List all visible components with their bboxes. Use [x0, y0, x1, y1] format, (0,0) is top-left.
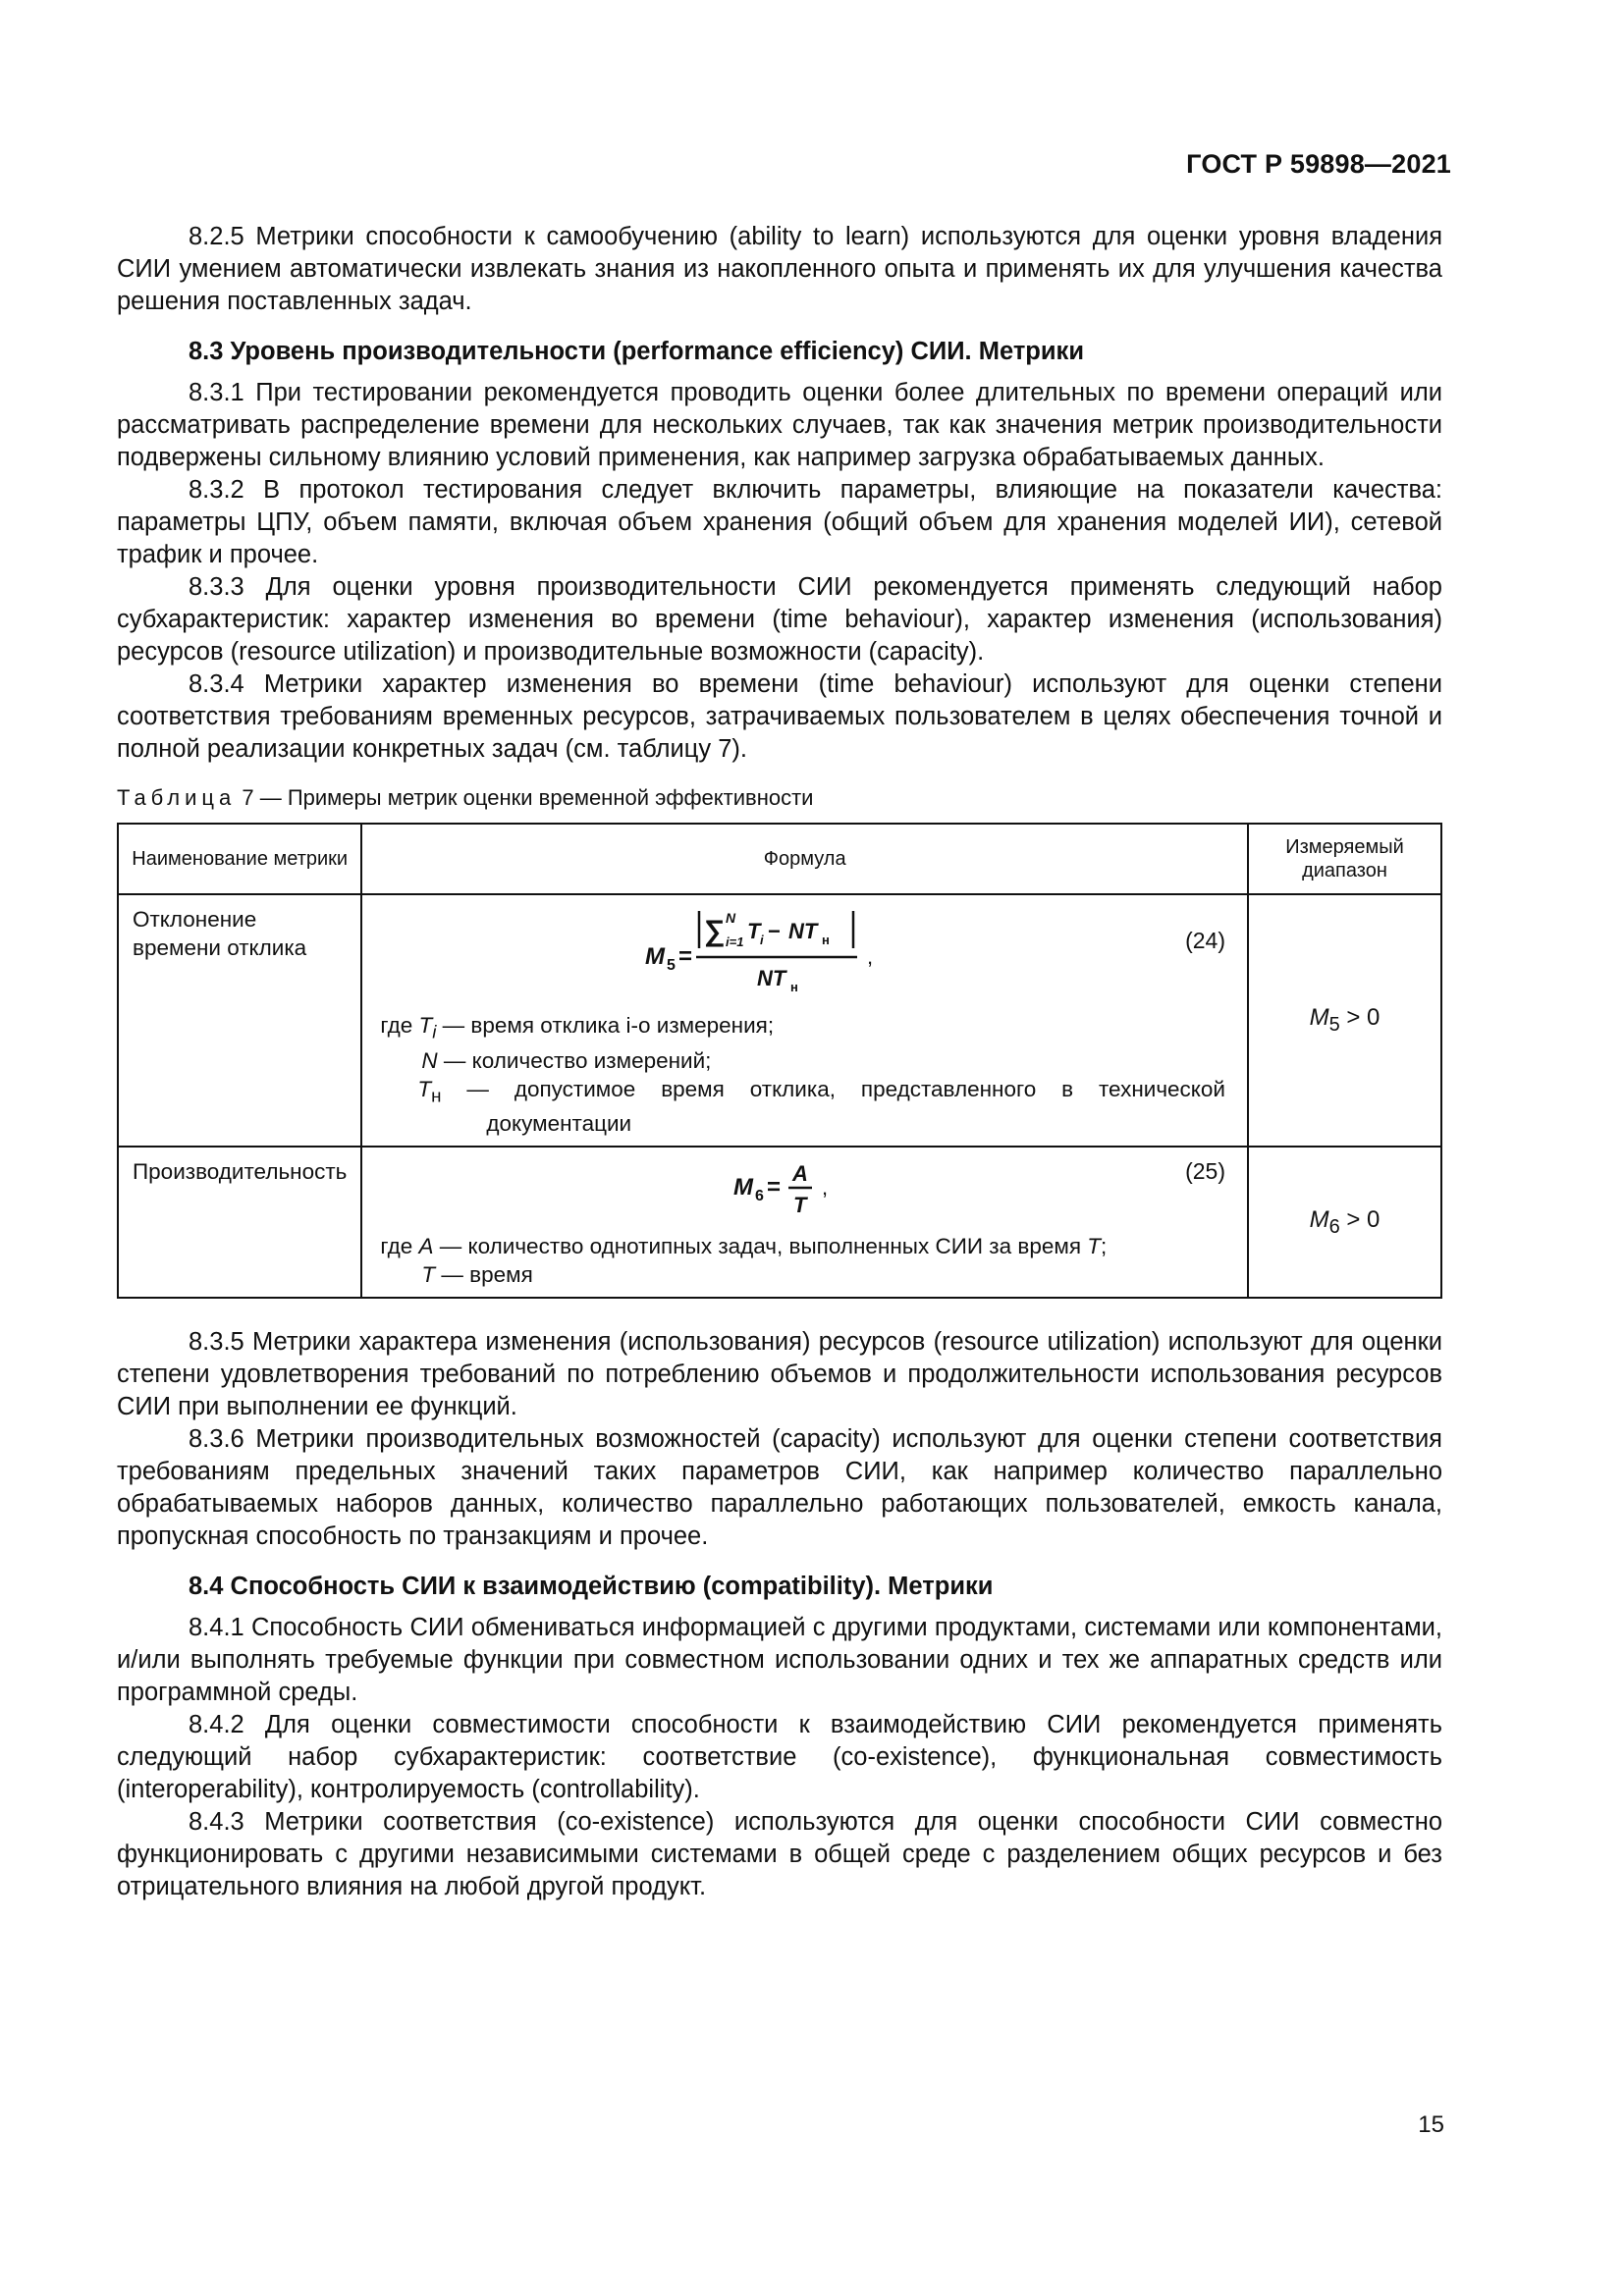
formula-legend [380, 1232, 1225, 1289]
legend-line-n: N — количество измерений; [421, 1047, 712, 1073]
page-number: 15 [1418, 2111, 1444, 2138]
header-range: Измеряемый диапазон [1248, 824, 1441, 894]
legend-n-text: — количество измерений; [443, 1047, 712, 1073]
range-value-m6: $M_6 > 0$ [1309, 1205, 1380, 1238]
paragraph-8-3-6: 8.3.6 Метрики производительных возможностей (capacity) используют для оценки степени соответствия требованиям предельных значений таких параметров СИИ, как например количество параллельно обрабатываемых наборов данных, количество параллельно работающих пользователей, емкость канала, пропускная способность по транзакциям и прочее. [117, 1425, 1442, 1550]
formula-25 [380, 1157, 1225, 1222]
svg-text:M: M [645, 943, 666, 970]
formula-cell [361, 1147, 1248, 1298]
svg-text:NT: NT [757, 966, 786, 990]
svg-text:T: T [793, 1193, 807, 1217]
paragraph-8-4-3: 8.4.3 Метрики соответствия (co-existence) используются для оценки способности СИИ совместно функционировать с другими независимыми системами в общей среде с разделением общих ресурсов и без отрицательного влияния на любой другой продукт. [117, 1808, 1442, 1900]
svg-text:,: , [867, 944, 874, 969]
table-caption [117, 783, 1442, 813]
svg-text:5: 5 [667, 957, 677, 974]
table-row [118, 1147, 1441, 1298]
table-header-row [118, 824, 1441, 894]
legend-lead: где [380, 1234, 419, 1258]
svg-text:,: , [822, 1175, 829, 1200]
table-caption-text: 7 — Примеры метрик оценки временной эффективности [236, 785, 814, 810]
legend-a-text: — количество однотипных задач, выполненных СИИ за время [439, 1234, 1082, 1258]
formula-cell [361, 894, 1248, 1147]
paragraph-8-3-1: 8.3.1 При тестировании рекомендуется проводить оценки более длительных по времени операций или рассматривать распределение времени для нескольких случаев, так как значения метрик производительности подвержены сильному влиянию условий применения, как например загрузка обрабатываемых данных. [117, 379, 1442, 471]
paragraph-8-3-5: 8.3.5 Метрики характера изменения (использования) ресурсов (resource utilization) используют для оценки степени удовлетворения требований по потреблению объемов и продолжительности использования ресурсов СИИ при выполнении ее функций. [117, 1328, 1442, 1420]
svg-text:−: − [768, 919, 782, 943]
legend-line-ti: где $T_i$ — время отклика i-о измерения; [380, 1013, 775, 1042]
formula-legend [380, 1011, 1225, 1138]
formula-m5-image [645, 905, 920, 1003]
svg-text:N: N [726, 910, 736, 926]
legend-lead: где [380, 1013, 419, 1038]
table-row [118, 894, 1441, 1147]
range-cell [1248, 1147, 1441, 1298]
range-value-m5: $M_5 > 0$ [1309, 1004, 1380, 1036]
page-content [117, 221, 1442, 1903]
svg-text:A: A [792, 1161, 809, 1186]
range-cell [1248, 894, 1441, 1147]
legend-line-t: T — время [421, 1262, 533, 1287]
section-heading-8-4: 8.4 Способность СИИ к взаимодействию (compatibility). Метрики [189, 1573, 994, 1600]
svg-text:н: н [790, 980, 799, 994]
svg-text:i: i [760, 933, 765, 947]
table-caption-word: Таблица [117, 785, 237, 810]
svg-text:T: T [747, 919, 761, 943]
metric-name: Отклонение времени отклика [118, 894, 361, 1147]
svg-text:i=1: i=1 [726, 934, 744, 949]
paragraph-8-2-5: 8.2.5 Метрики способности к самообучению (ability to learn) используются для оценки уровня владения СИИ умением автоматически извлекать знания из накопленного опыта и применять их для улучшения качества решения поставленных задач. [117, 223, 1442, 315]
svg-text:=: = [678, 943, 693, 970]
svg-text:∑: ∑ [704, 915, 726, 947]
section-heading-8-3: 8.3 Уровень производительности (performance efficiency) СИИ. Метрики [189, 338, 1084, 365]
legend-line-tn: $T_н$ — допустимое время отклика, представленного в технической документации [417, 1076, 1225, 1136]
legend-t-text: — время [441, 1262, 533, 1287]
header-metric-name: Наименование метрики [118, 824, 361, 894]
formula-m6-image [733, 1157, 851, 1222]
document-id-header: ГОСТ Р 59898—2021 [1186, 149, 1451, 179]
metric-name: Производительность [118, 1147, 361, 1298]
equation-number-25: (25) [1185, 1158, 1225, 1184]
paragraph-8-4-1: 8.4.1 Способность СИИ обмениваться информацией с другими продуктами, системами или компонентами, и/или выполнять требуемые функции при совместном использовании одних и тех же аппаратных средств или программной среды. [117, 1614, 1442, 1706]
paragraph-8-4-2: 8.4.2 Для оценки совместимости способности к взаимодействию СИИ рекомендуется применять следующий набор субхарактеристик: соответствие (co-existence), функциональная совместимость (interoperability), контролируемость (controllability). [117, 1711, 1442, 1803]
legend-ti-text: — время отклика i-о измерения; [442, 1013, 775, 1038]
paragraph-8-3-4: 8.3.4 Метрики характер изменения во времени (time behaviour) используют для оценки степени соответствия требованиям временных ресурсов, затрачиваемых пользователем в целях обеспечения точной и полной реализации конкретных задач (см. таблицу 7). [117, 670, 1442, 763]
svg-text:=: = [767, 1174, 782, 1201]
header-formula: Формула [361, 824, 1248, 894]
equation-number-24: (24) [1185, 928, 1225, 953]
svg-text:NT: NT [788, 919, 818, 943]
legend-line-a: где A — количество однотипных задач, выполненных СИИ за время T; [380, 1234, 1108, 1258]
formula-24 [380, 905, 1225, 1003]
paragraph-8-3-3: 8.3.3 Для оценки уровня производительности СИИ рекомендуется применять следующий набор субхарактеристик: характер изменения во времени (time behaviour), характер изменения (использования) ресурсов (resource utilization) и производительные возможности (capacity). [117, 573, 1442, 666]
svg-text:6: 6 [755, 1188, 765, 1204]
metrics-table [117, 823, 1442, 1299]
svg-text:н: н [822, 933, 831, 947]
svg-text:M: M [733, 1174, 754, 1201]
paragraph-8-3-2: 8.3.2 В протокол тестирования следует включить параметры, влияющие на показатели качества: параметры ЦПУ, объем памяти, включая объем хранения (общий объем для хранения моделей ИИ), сетевой трафик и прочее. [117, 476, 1442, 568]
legend-tn-text: — допустимое время отклика, представленного в технической документации [466, 1076, 1225, 1136]
